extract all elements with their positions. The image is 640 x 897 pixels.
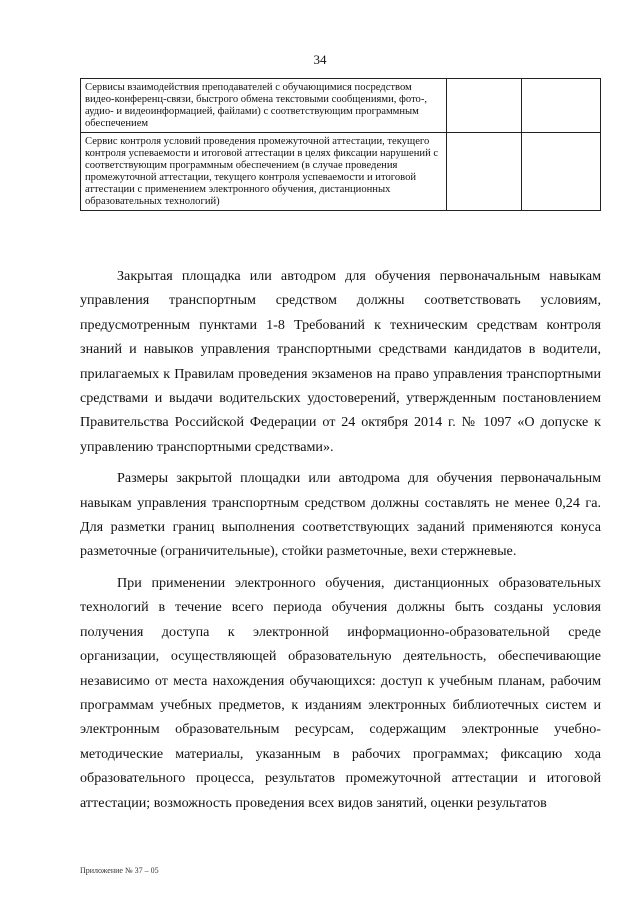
table-cell: [446, 79, 521, 133]
paragraph: Закрытая площадка или автодром для обучения первоначальным навыкам управления транспортным средством должны соответствовать условиям, предусмотренным пунктами 1-8 Требований к техническим средствам контроля знаний и навыков управления транспортными средствами кандидатов в водители, прилагаемых к Правилам проведения экзаменов на право управления транспортными средствами и выдачи водительских удостоверений, утвержденным постановлением Правительства Российской Федерации от 24 октября 2014 г. № 1097 «О допуске к управлению транспортными средствами».: [80, 268, 601, 455]
paragraph: Размеры закрытой площадки или автодрома для обучения первоначальным навыкам управления транспортным средством должны составлять не менее 0,24 га. Для разметки границ выполнения соответствующих заданий применяются конуса разметочные (ограничительные), стойки разметочные, вехи стержневые.: [80, 470, 601, 560]
requirements-table: [80, 78, 601, 211]
page-number: 34: [313, 52, 327, 67]
table-row: [81, 79, 601, 133]
footer-note: Приложение № 37 – 05: [80, 866, 159, 875]
body-text: [80, 264, 601, 822]
table-cell: [521, 79, 600, 133]
table-cell: [521, 133, 600, 211]
table-cell: Сервис контроля условий проведения промежуточной аттестации, текущего контроля успеваемости и итоговой аттестации в целях фиксации нарушений с соответствующим программным обеспечением (в случае проведения промежуточной аттестации, текущего контроля успеваемости и итоговой аттестации с применением электронного обучения, дистанционных образовательных технологий): [81, 133, 447, 211]
table-row: [81, 133, 601, 211]
table-cell: [446, 133, 521, 211]
paragraph: При применении электронного обучения, дистанционных образовательных технологий в течение всего периода обучения должны быть созданы условия получения доступа к электронной информационно-образовательной среде организации, осуществляющей образовательную деятельность, обеспечивающие независимо от места нахождения обучающихся: доступ к учебным планам, рабочим программам учебных предметов, к изданиям электронных библиотечных систем и электронным образовательным ресурсам, содержащим электронные учебно-методические материалы, указанным в рабочих программах; фиксацию хода образовательного процесса, результатов промежуточной аттестации и итоговой аттестации; возможность проведения всех видов занятий, оценки результатов: [80, 574, 601, 811]
table-cell: Сервисы взаимодействия преподавателей с обучающимися посредством видео-конференц-связи, быстрого обмена текстовыми сообщениями, фото-, аудио- и видеоинформацией, файлами) с соответствующим программным обеспечением: [81, 79, 447, 133]
